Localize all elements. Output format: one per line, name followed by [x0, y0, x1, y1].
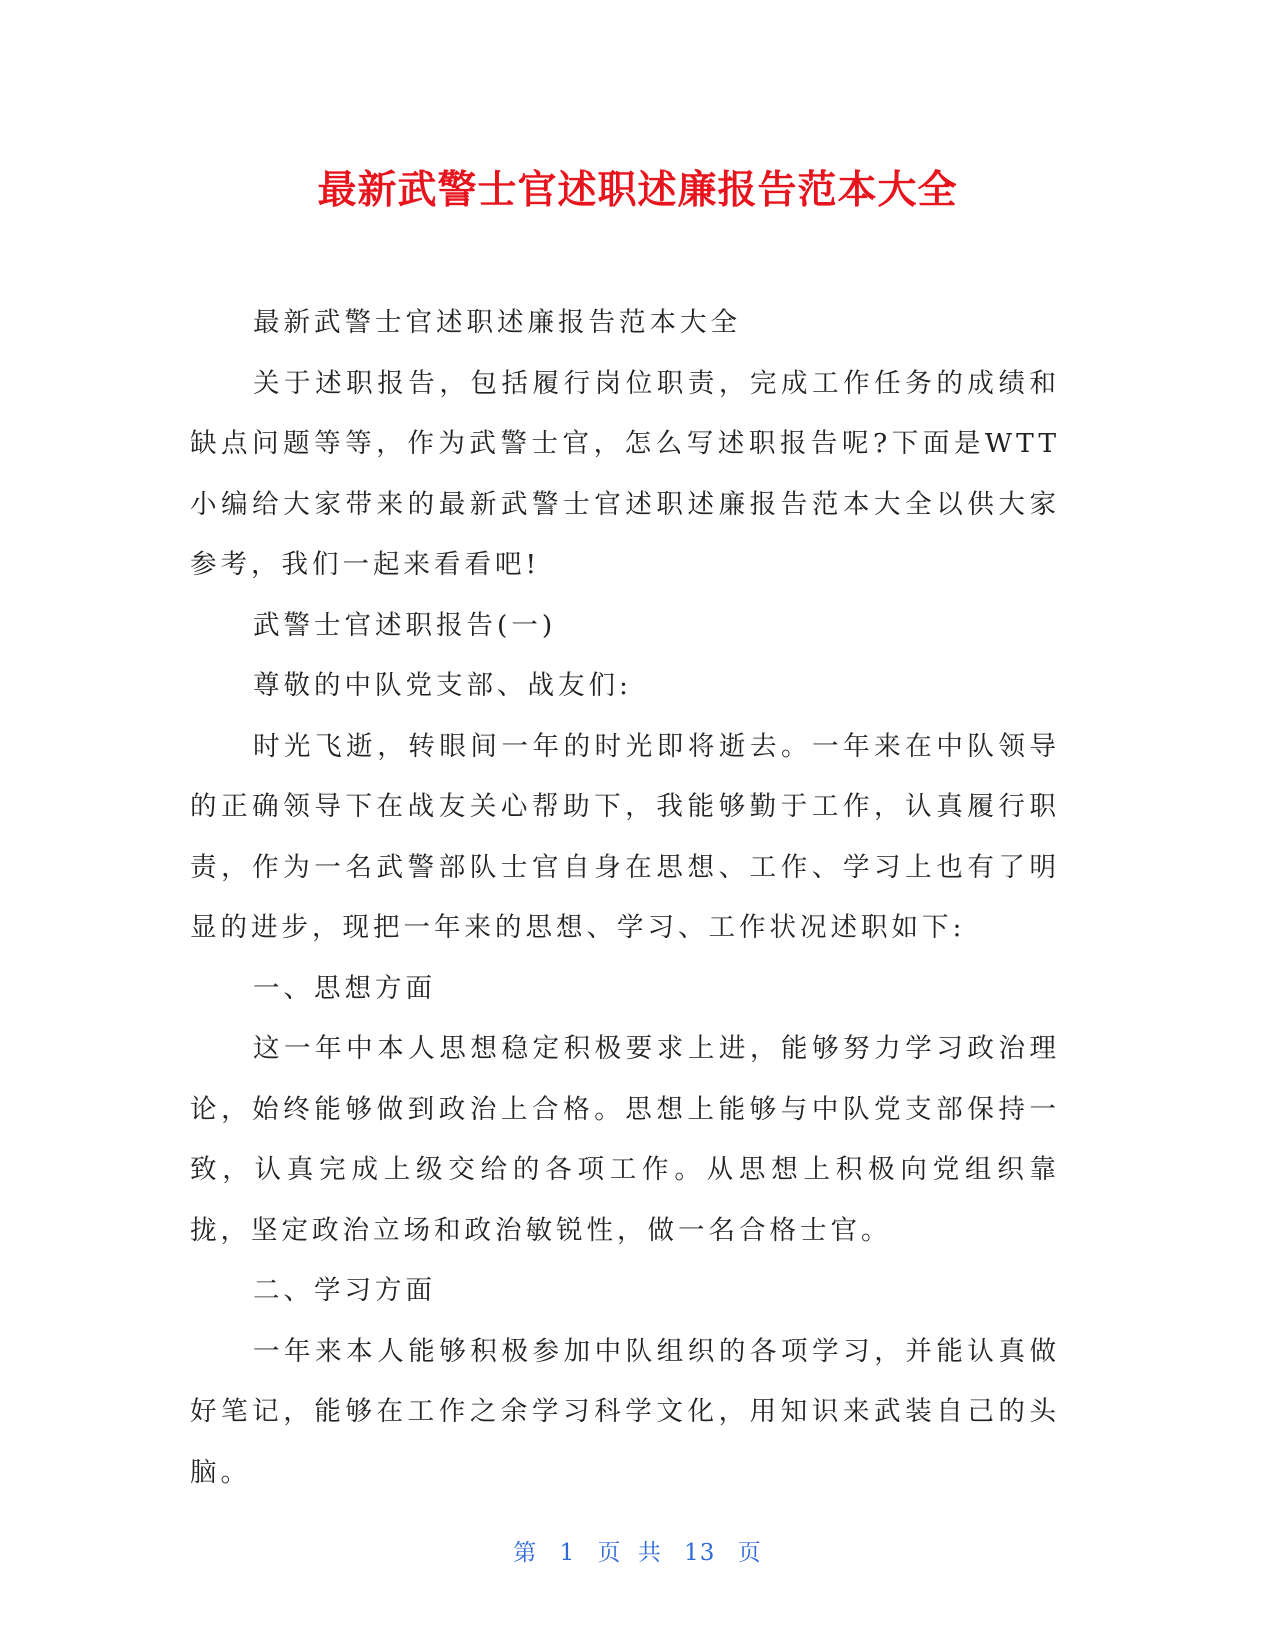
paragraph-intro: 关于述职报告，包括履行岗位职责，完成工作任务的成绩和缺点问题等等，作为武警士官，怎么写述职报告呢?下面是WTT小编给大家带来的最新武警士官述职述廉报告范本大全以供大家参考，我们一起来看看吧! — [190, 367, 1060, 580]
paragraph-subtitle: 最新武警士官述职述廉报告范本大全 — [253, 307, 741, 338]
footer-prefix: 第 — [513, 1540, 538, 1566]
paragraph-report-heading: 武警士官述职报告(一) — [253, 609, 557, 641]
paragraph-opening: 时光飞逝，转眼间一年的时光即将逝去。一年来在中队领导的正确领导下在战友关心帮助下，我能够勤于工作，认真履行职责，作为一名武警部队士官自身在思想、工作、学习上也有了明显的进步，现把一年来的思想、学习、工作状况述职如下: — [190, 730, 1060, 943]
paragraph-salutation: 尊敬的中队党支部、战友们: — [253, 670, 632, 701]
footer-total-pages: 13 — [684, 1540, 716, 1566]
page-footer — [0, 1534, 1275, 1567]
paragraph-thought: 这一年中本人思想稳定积极要求上进，能够努力学习政治理论，始终能够做到政治上合格。思想上能够与中队党支部保持一致，认真完成上级交给的各项工作。从思想上积极向党组织靠拢，坚定政治立场和政治敏锐性，做一名合格士官。 — [190, 1033, 1060, 1246]
section-heading-thought: 一、思想方面 — [253, 972, 436, 1004]
document-title: 最新武警士官述职述廉报告范本大全 — [317, 168, 958, 213]
footer-current-page: 1 — [559, 1540, 576, 1566]
footer-suffix: 页 — [737, 1540, 762, 1566]
section-heading-study: 二、学习方面 — [253, 1275, 436, 1306]
paragraph-study: 一年来本人能够积极参加中队组织的各项学习，并能认真做好笔记，能够在工作之余学习科学文化，用知识来武装自己的头脑。 — [190, 1335, 1060, 1488]
document-body — [190, 293, 1060, 1503]
footer-mid: 页 共 — [597, 1540, 662, 1566]
